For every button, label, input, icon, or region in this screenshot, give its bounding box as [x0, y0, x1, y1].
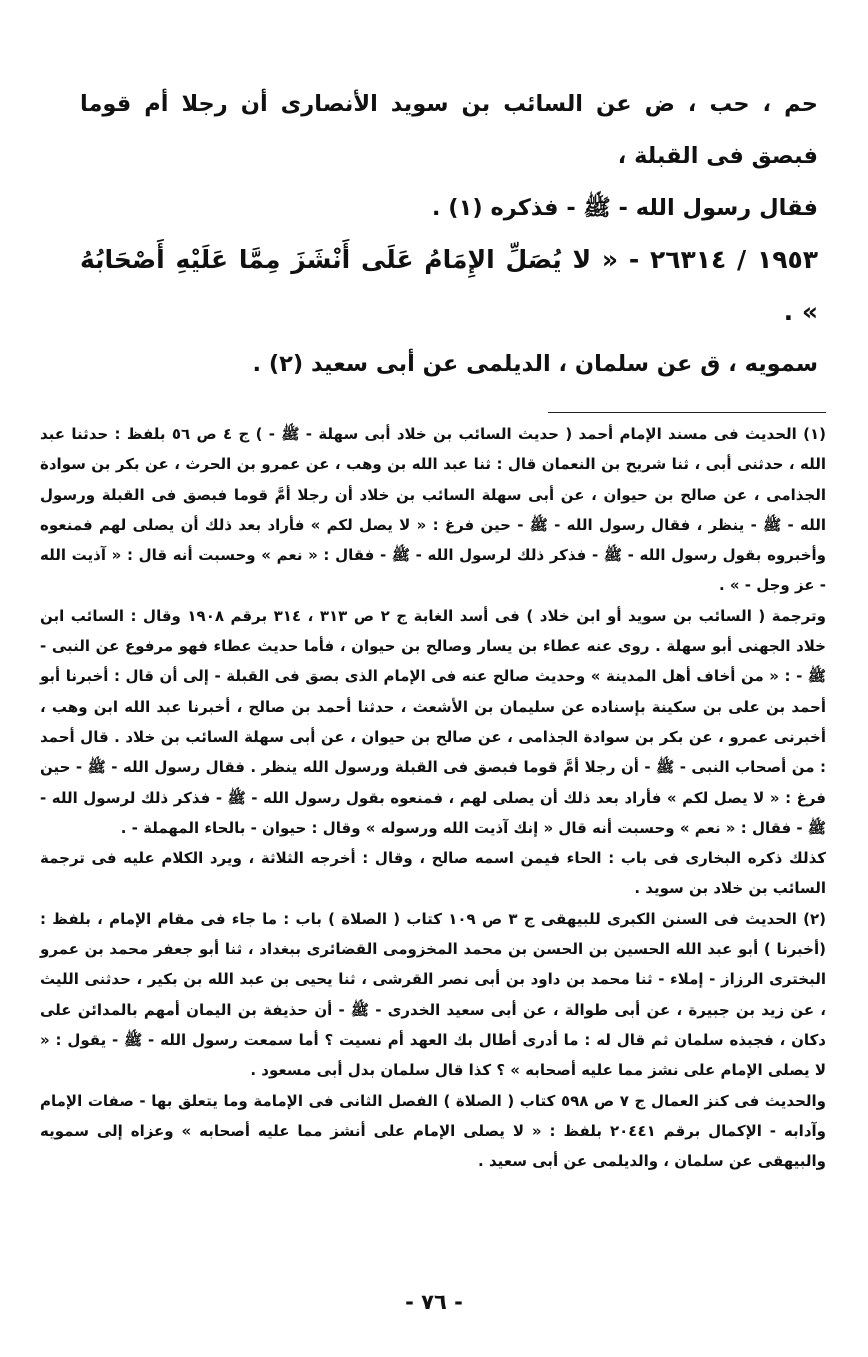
- main-text: [40, 78, 826, 390]
- footnote-2: (٢) الحديث فى السنن الكبرى للبيهقى ج ٣ ص ١٠٩ كتاب ( الصلاة ) باب : ما جاء فى مقام الإمام ، بلفظ : (أخبرنا ) أبو عبد الله الحسين بن الحسن بن محمد المخزومى القضائرى ببغداد ، ثنا أبو جعفر محمد بن عمرو البخترى الرزاز - إملاء - ثنا محمد بن داود بن أبى نصر القرشى ، ثنا يحيى بن عبد الله بن بكير ، حدثنى الليث ، عن زيد بن جبيرة ، عن أبى طوالة ، عن أبى سعيد الخدرى - ﷺ - أن حذيفة بن اليمان أمهم بالمدائن على دكان ، فجبذه سلمان ثم قال له : ما أدرى أطال بك العهد أم نسيت ؟ أما سمعت رسول الله - ﷺ - يقول : « لا يصلى الإمام على نشز مما عليه أصحابه » ؟ كذا قال سلمان بدل أبى مسعود .: [40, 909, 826, 1080]
- main-line-2: فقال رسول الله - ﷺ - فذكره (١) .: [431, 195, 818, 221]
- footnote-1: (١) الحديث فى مسند الإمام أحمد ( حديث السائب بن خلاد أبى سهلة - ﷺ - ) ج ٤ ص ٥٦ بلفظ : حدثنا عبد الله ، حدثنى أبى ، ثنا شريح بن النعمان قال : ثنا عبد الله بن وهب ، عن عمرو بن الحرث ، عن بكر بن سوادة الجذامى ، عن صالح بن حيوان ، عن أبى سهلة السائب بن خلاد أن رجلا أمَّ قوما فبصق فى القبلة ورسول الله - ﷺ - ينظر ، فقال رسول الله - ﷺ - حين فرغ : « لا يصل لكم » فأراد بعد ذلك أن يصلى لهم فمنعوه وأخبروه بقول رسول الله - ﷺ - فذكر ذلك لرسول الله - ﷺ - فقال : « نعم » وحسبت أنه قال : « آذيت الله - عز وجل - » .: [40, 425, 827, 595]
- footnote-paragraph: وترجمة ( السائب بن سويد أو ابن خلاد ) فى أسد الغابة ج ٢ ص ٣١٣ ، ٣١٤ برقم ١٩٠٨ وقال : السائب ابن خلاد الجهنى أبو سهلة . روى عنه عطاء بن يسار وصالح بن حيوان ، فأما حديث عطاء فهو مرفوع عن النبى - ﷺ - : « من أخاف أهل المدينة » وحديث صالح عنه فى الإمام الذى بصق فى القبلة - إلى أن قال : أخبرنا أبو أحمد بن على بن سكينة بإسناده عن سليمان بن الأشعث ، حدثنا أحمد بن صالح ، أخبرنا عبد الله ابن وهب ، أخبرنى عمرو ، عن بكر بن سوادة الجذامى ، عن صالح بن حيوان ، عن أبى سهلة السائب بن خلاد . قال أحمد : من أصحاب النبى - ﷺ - أن رجلا أمَّ قوما فبصق فى القبلة ورسول الله ينظر . فقال رسول الله - ﷺ - حين فرغ : « لا يصل لكم » فأراد بعد ذلك أن يصلى لهم ، فمنعوه بقول رسول الله - ﷺ - فذكر ذلك لرسول الله - ﷺ - فقال : « نعم » وحسبت أنه قال « إنك آذيت الله ورسوله » وقال : حيوان - بالحاء المهملة - .: [40, 606, 827, 837]
- footnote-paragraph: والحديث فى كنز العمال ج ٧ ص ٥٩٨ كتاب ( الصلاة ) الفصل الثانى فى الإمامة وما يتعلق بها - صفات الإمام وآدابه - الإكمال برقم ٢٠٤٤١ بلفظ : « لا يصلى الإمام على أنشز مما عليه أصحابه » وعزاه إلى سمويه والبيهقى عن سلمان ، والديلمى عن أبى سعيد .: [40, 1091, 826, 1171]
- main-line-4: سمويه ، ق عن سلمان ، الديلمى عن أبى سعيد (٢) .: [252, 351, 818, 377]
- hadith-text: ١٩٥٣ / ٢٦٣١٤ - « لا يُصَلِّ الإِمَامُ عَلَى أَنْشَزَ مِمَّا عَلَيْهِ أَصْحَابُهُ » .: [80, 245, 818, 326]
- page-number: - ٧٦ -: [405, 1290, 463, 1314]
- footnote-paragraph: كذلك ذكره البخارى فى باب : الحاء فيمن اسمه صالح ، وقال : أخرجه الثلاثة ، ويرد الكلام عليه فى ترجمة السائب بن خلاد بن سويد .: [40, 849, 826, 898]
- footnotes: [40, 419, 826, 1176]
- main-line-1: حم ، حب ، ض عن السائب بن سويد الأنصارى أن رجلا أم قوما فبصق فى القبلة ،: [80, 91, 818, 169]
- footnote-divider: [548, 412, 826, 413]
